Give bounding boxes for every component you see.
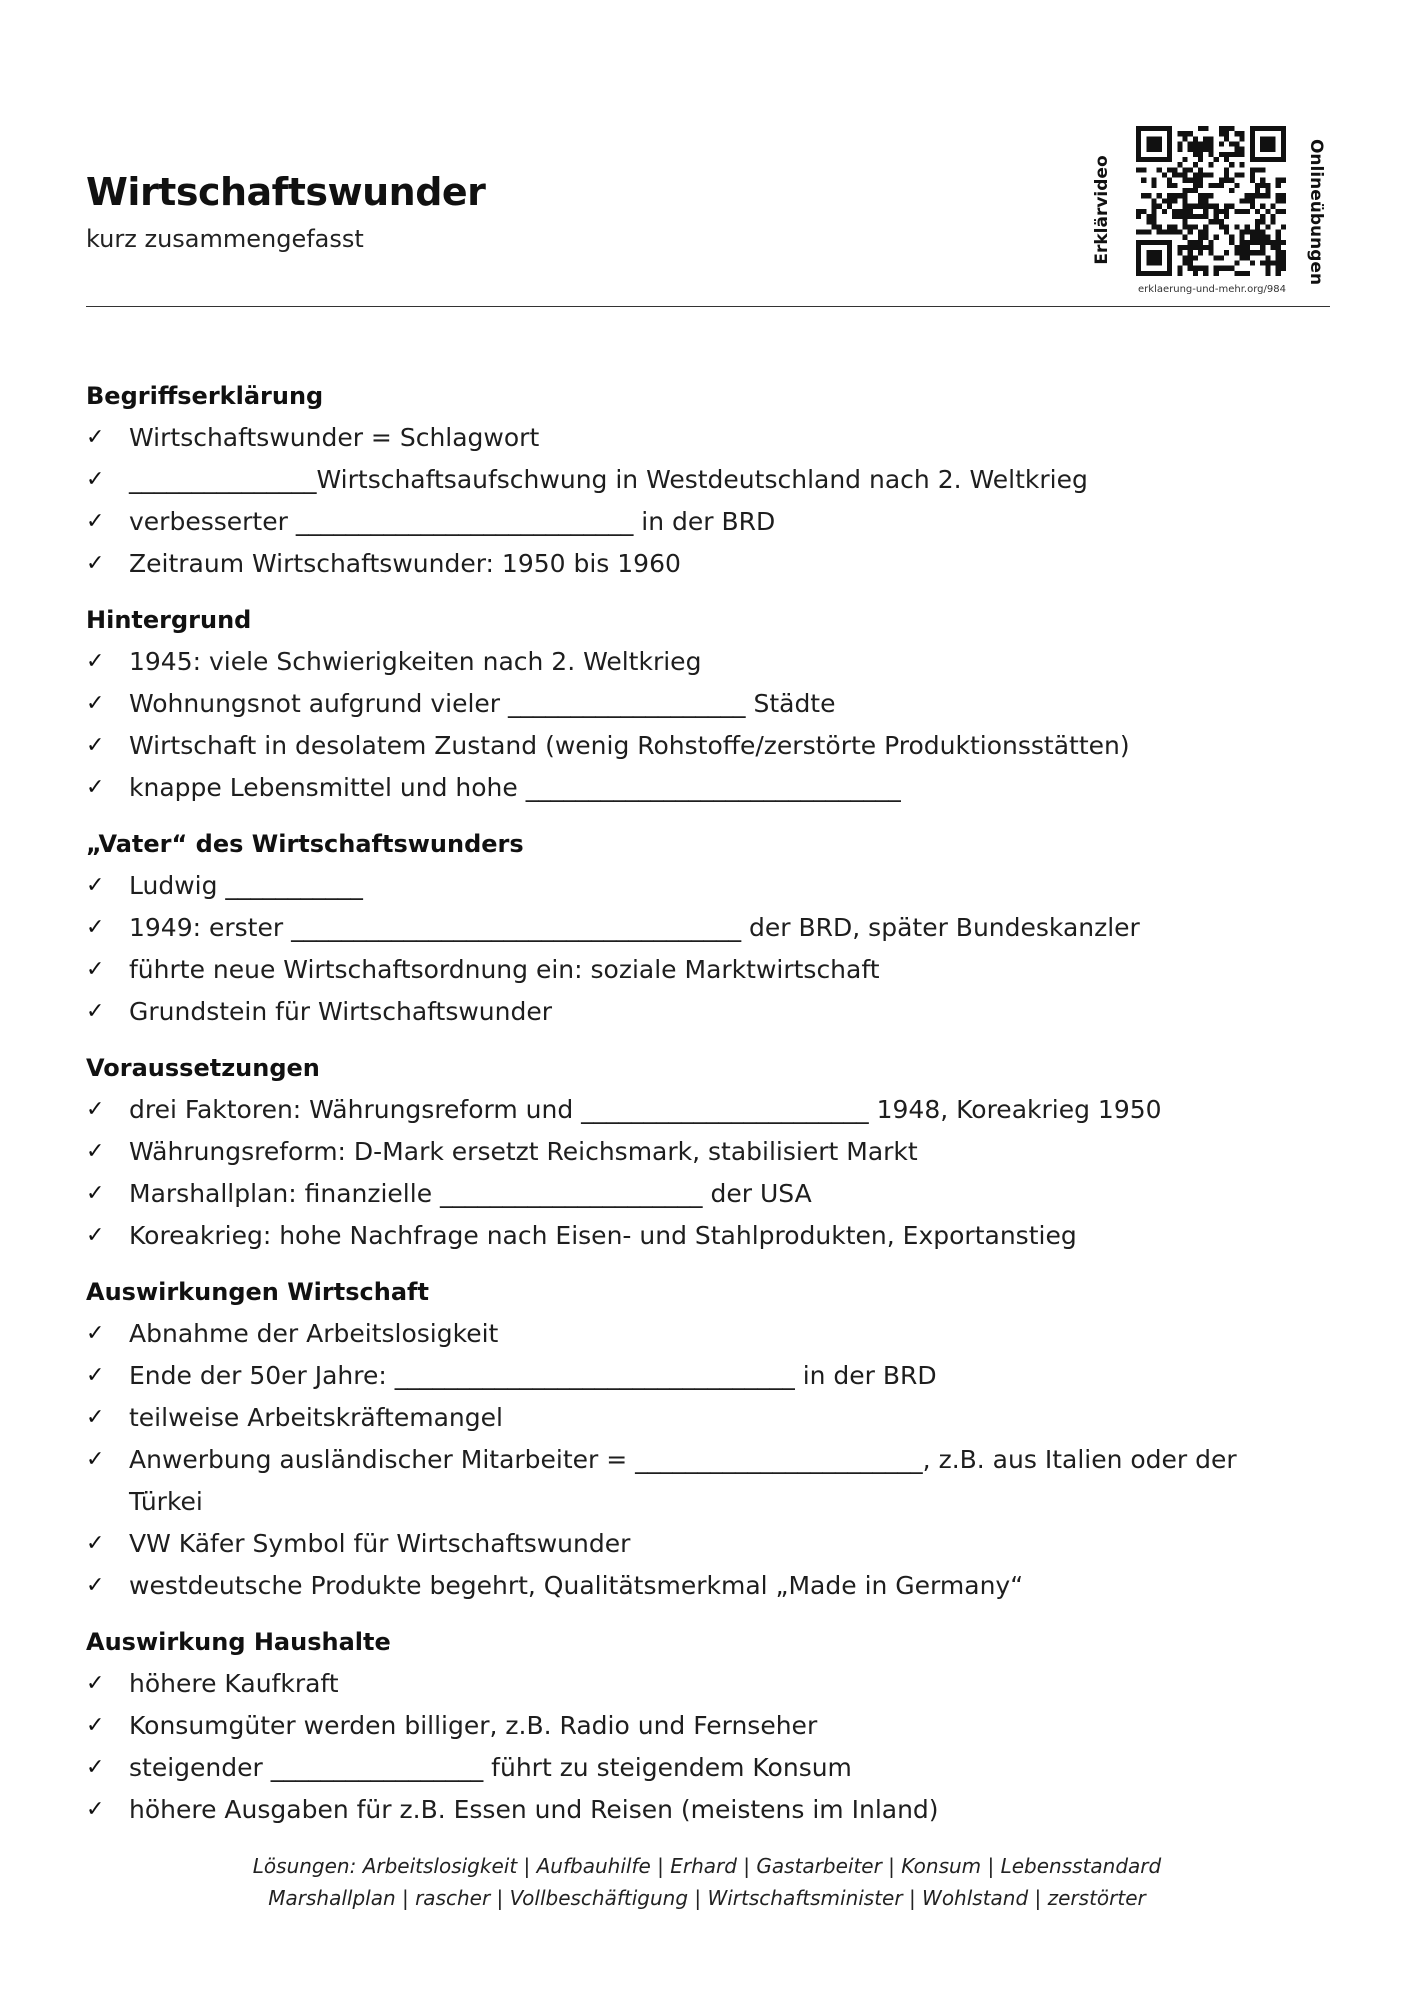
list-item-text: führte neue Wirtschaftsordnung ein: soziale Marktwirtschaft bbox=[129, 955, 880, 984]
qr-url-link[interactable]: erklaerung-und-mehr.org/984 bbox=[1138, 284, 1286, 295]
section bbox=[86, 1271, 1326, 1607]
list-item-text: Währungsreform: D-Mark ersetzt Reichsmark, stabilisiert Markt bbox=[129, 1137, 918, 1166]
page-subtitle: kurz zusammengefasst bbox=[86, 225, 364, 253]
list-item bbox=[86, 1173, 1326, 1215]
list-item-text: 1949: erster ____________________________________ der BRD, später Bundeskanzler bbox=[129, 913, 1140, 942]
list-item bbox=[86, 991, 1326, 1033]
online-exercises-label: Onlineübungen bbox=[1306, 138, 1326, 286]
list-item-text: Zeitraum Wirtschaftswunder: 1950 bis 1960 bbox=[129, 549, 681, 578]
list-item bbox=[86, 1313, 1326, 1355]
solutions-line-1: Lösungen: Arbeitslosigkeit | Aufbauhilfe | Erhard | Gastarbeiter | Konsum | Lebensstandard bbox=[252, 1854, 1162, 1878]
list-item-text: _______________Wirtschaftsaufschwung in Westdeutschland nach 2. Weltkrieg bbox=[129, 465, 1088, 494]
checkmark-icon: ✓ bbox=[86, 1223, 105, 1248]
section bbox=[86, 823, 1326, 1033]
list-item-text: verbesserter ___________________________ in der BRD bbox=[129, 507, 776, 536]
list-item bbox=[86, 417, 1326, 459]
solutions-line-2: Marshallplan | rascher | Vollbeschäftigung | Wirtschaftsminister | Wohlstand | zerstörter bbox=[268, 1886, 1146, 1910]
checkmark-icon: ✓ bbox=[86, 649, 105, 674]
list-item-text: Abnahme der Arbeitslosigkeit bbox=[129, 1319, 499, 1348]
list-item-text: teilweise Arbeitskräftemangel bbox=[129, 1403, 503, 1432]
list-item-text: Konsumgüter werden billiger, z.B. Radio und Fernseher bbox=[129, 1711, 818, 1740]
checkmark-icon: ✓ bbox=[86, 915, 105, 940]
section-gap bbox=[86, 1033, 1326, 1047]
checkmark-icon: ✓ bbox=[86, 1097, 105, 1122]
list-item bbox=[86, 949, 1326, 991]
section-gap bbox=[86, 809, 1326, 823]
checkmark-icon: ✓ bbox=[86, 775, 105, 800]
checkmark-icon: ✓ bbox=[86, 999, 105, 1024]
section-title: Auswirkungen Wirtschaft bbox=[86, 1278, 429, 1306]
section-title: Hintergrund bbox=[86, 606, 252, 634]
checkmark-icon: ✓ bbox=[86, 873, 105, 898]
checkmark-icon: ✓ bbox=[86, 509, 105, 534]
list-item bbox=[86, 1397, 1326, 1439]
list-item bbox=[86, 1789, 1326, 1831]
list-item-text: Anwerbung ausländischer Mitarbeiter = _______________________, z.B. aus Italien oder der bbox=[129, 1445, 1237, 1474]
section-gap bbox=[86, 1607, 1326, 1621]
page-title: Wirtschaftswunder bbox=[86, 170, 486, 214]
checkmark-icon: ✓ bbox=[86, 1181, 105, 1206]
list-item-text: höhere Kaufkraft bbox=[129, 1669, 339, 1698]
checkmark-icon: ✓ bbox=[86, 1363, 105, 1388]
list-item-text: Ludwig ___________ bbox=[129, 871, 363, 900]
section bbox=[86, 599, 1326, 809]
checkmark-icon: ✓ bbox=[86, 957, 105, 982]
header-divider bbox=[86, 306, 1330, 307]
solutions-footer bbox=[0, 1850, 1414, 1914]
explainer-video-label: Erklärvideo bbox=[1092, 155, 1112, 265]
list-item-text: 1945: viele Schwierigkeiten nach 2. Weltkrieg bbox=[129, 647, 702, 676]
list-item bbox=[86, 1747, 1326, 1789]
qr-code-graphic bbox=[1136, 126, 1286, 276]
section-title: Auswirkung Haushalte bbox=[86, 1628, 391, 1656]
section-title: Begriffserklärung bbox=[86, 382, 324, 410]
checkmark-icon: ✓ bbox=[86, 1139, 105, 1164]
list-item-text: Wohnungsnot aufgrund vieler ___________________ Städte bbox=[129, 689, 836, 718]
section bbox=[86, 1047, 1326, 1257]
list-item bbox=[86, 1523, 1326, 1565]
checkmark-icon: ✓ bbox=[86, 691, 105, 716]
checkmark-icon: ✓ bbox=[86, 1573, 105, 1598]
list-item bbox=[86, 725, 1326, 767]
list-item bbox=[86, 865, 1326, 907]
list-item bbox=[86, 1565, 1326, 1607]
checkmark-icon: ✓ bbox=[86, 1531, 105, 1556]
list-item-text: Ende der 50er Jahre: ________________________________ in der BRD bbox=[129, 1361, 937, 1390]
list-item-text: höhere Ausgaben für z.B. Essen und Reisen (meistens im Inland) bbox=[129, 1795, 939, 1824]
section-title: „Vater“ des Wirtschaftswunders bbox=[86, 830, 524, 858]
list-item-text: Koreakrieg: hohe Nachfrage nach Eisen- und Stahlprodukten, Exportanstieg bbox=[129, 1221, 1077, 1250]
list-item bbox=[86, 907, 1326, 949]
list-item-text: steigender _________________ führt zu steigendem Konsum bbox=[129, 1753, 852, 1782]
list-item bbox=[86, 501, 1326, 543]
section-gap bbox=[86, 1257, 1326, 1271]
list-item-text: Grundstein für Wirtschaftswunder bbox=[129, 997, 553, 1026]
checkmark-icon: ✓ bbox=[86, 1797, 105, 1822]
list-item bbox=[86, 1089, 1326, 1131]
list-item bbox=[86, 1481, 1326, 1523]
list-item-text: knappe Lebensmittel und hohe ______________________________ bbox=[129, 773, 901, 802]
checkmark-icon: ✓ bbox=[86, 733, 105, 758]
checkmark-icon: ✓ bbox=[86, 1713, 105, 1738]
worksheet-content bbox=[86, 375, 1326, 1831]
list-item bbox=[86, 641, 1326, 683]
section-title: Voraussetzungen bbox=[86, 1054, 320, 1082]
checkmark-icon: ✓ bbox=[86, 1321, 105, 1346]
list-item-text: Türkei bbox=[129, 1487, 203, 1516]
checkmark-icon: ✓ bbox=[86, 1755, 105, 1780]
checkmark-icon: ✓ bbox=[86, 467, 105, 492]
checkmark-icon: ✓ bbox=[86, 1671, 105, 1696]
qr-code-icon[interactable] bbox=[1136, 126, 1286, 276]
list-item-text: Marshallplan: finanzielle _____________________ der USA bbox=[129, 1179, 812, 1208]
section bbox=[86, 375, 1326, 585]
list-item bbox=[86, 1131, 1326, 1173]
checkmark-icon: ✓ bbox=[86, 551, 105, 576]
list-item-text: Wirtschaftswunder = Schlagwort bbox=[129, 423, 540, 452]
list-item-text: VW Käfer Symbol für Wirtschaftswunder bbox=[129, 1529, 631, 1558]
list-item bbox=[86, 767, 1326, 809]
list-item-text: drei Faktoren: Währungsreform und _______________________ 1948, Koreakrieg 1950 bbox=[129, 1095, 1162, 1124]
checkmark-icon: ✓ bbox=[86, 425, 105, 450]
list-item bbox=[86, 683, 1326, 725]
list-item bbox=[86, 459, 1326, 501]
list-item-text: westdeutsche Produkte begehrt, Qualitätsmerkmal „Made in Germany“ bbox=[129, 1571, 1024, 1600]
checkmark-icon: ✓ bbox=[86, 1405, 105, 1430]
section-gap bbox=[86, 585, 1326, 599]
list-item bbox=[86, 1439, 1326, 1481]
list-item-text: Wirtschaft in desolatem Zustand (wenig Rohstoffe/zerstörte Produktionsstätten) bbox=[129, 731, 1130, 760]
list-item bbox=[86, 1663, 1326, 1705]
list-item bbox=[86, 1215, 1326, 1257]
section bbox=[86, 1621, 1326, 1831]
list-item bbox=[86, 543, 1326, 585]
list-item bbox=[86, 1705, 1326, 1747]
checkmark-icon: ✓ bbox=[86, 1447, 105, 1472]
list-item bbox=[86, 1355, 1326, 1397]
